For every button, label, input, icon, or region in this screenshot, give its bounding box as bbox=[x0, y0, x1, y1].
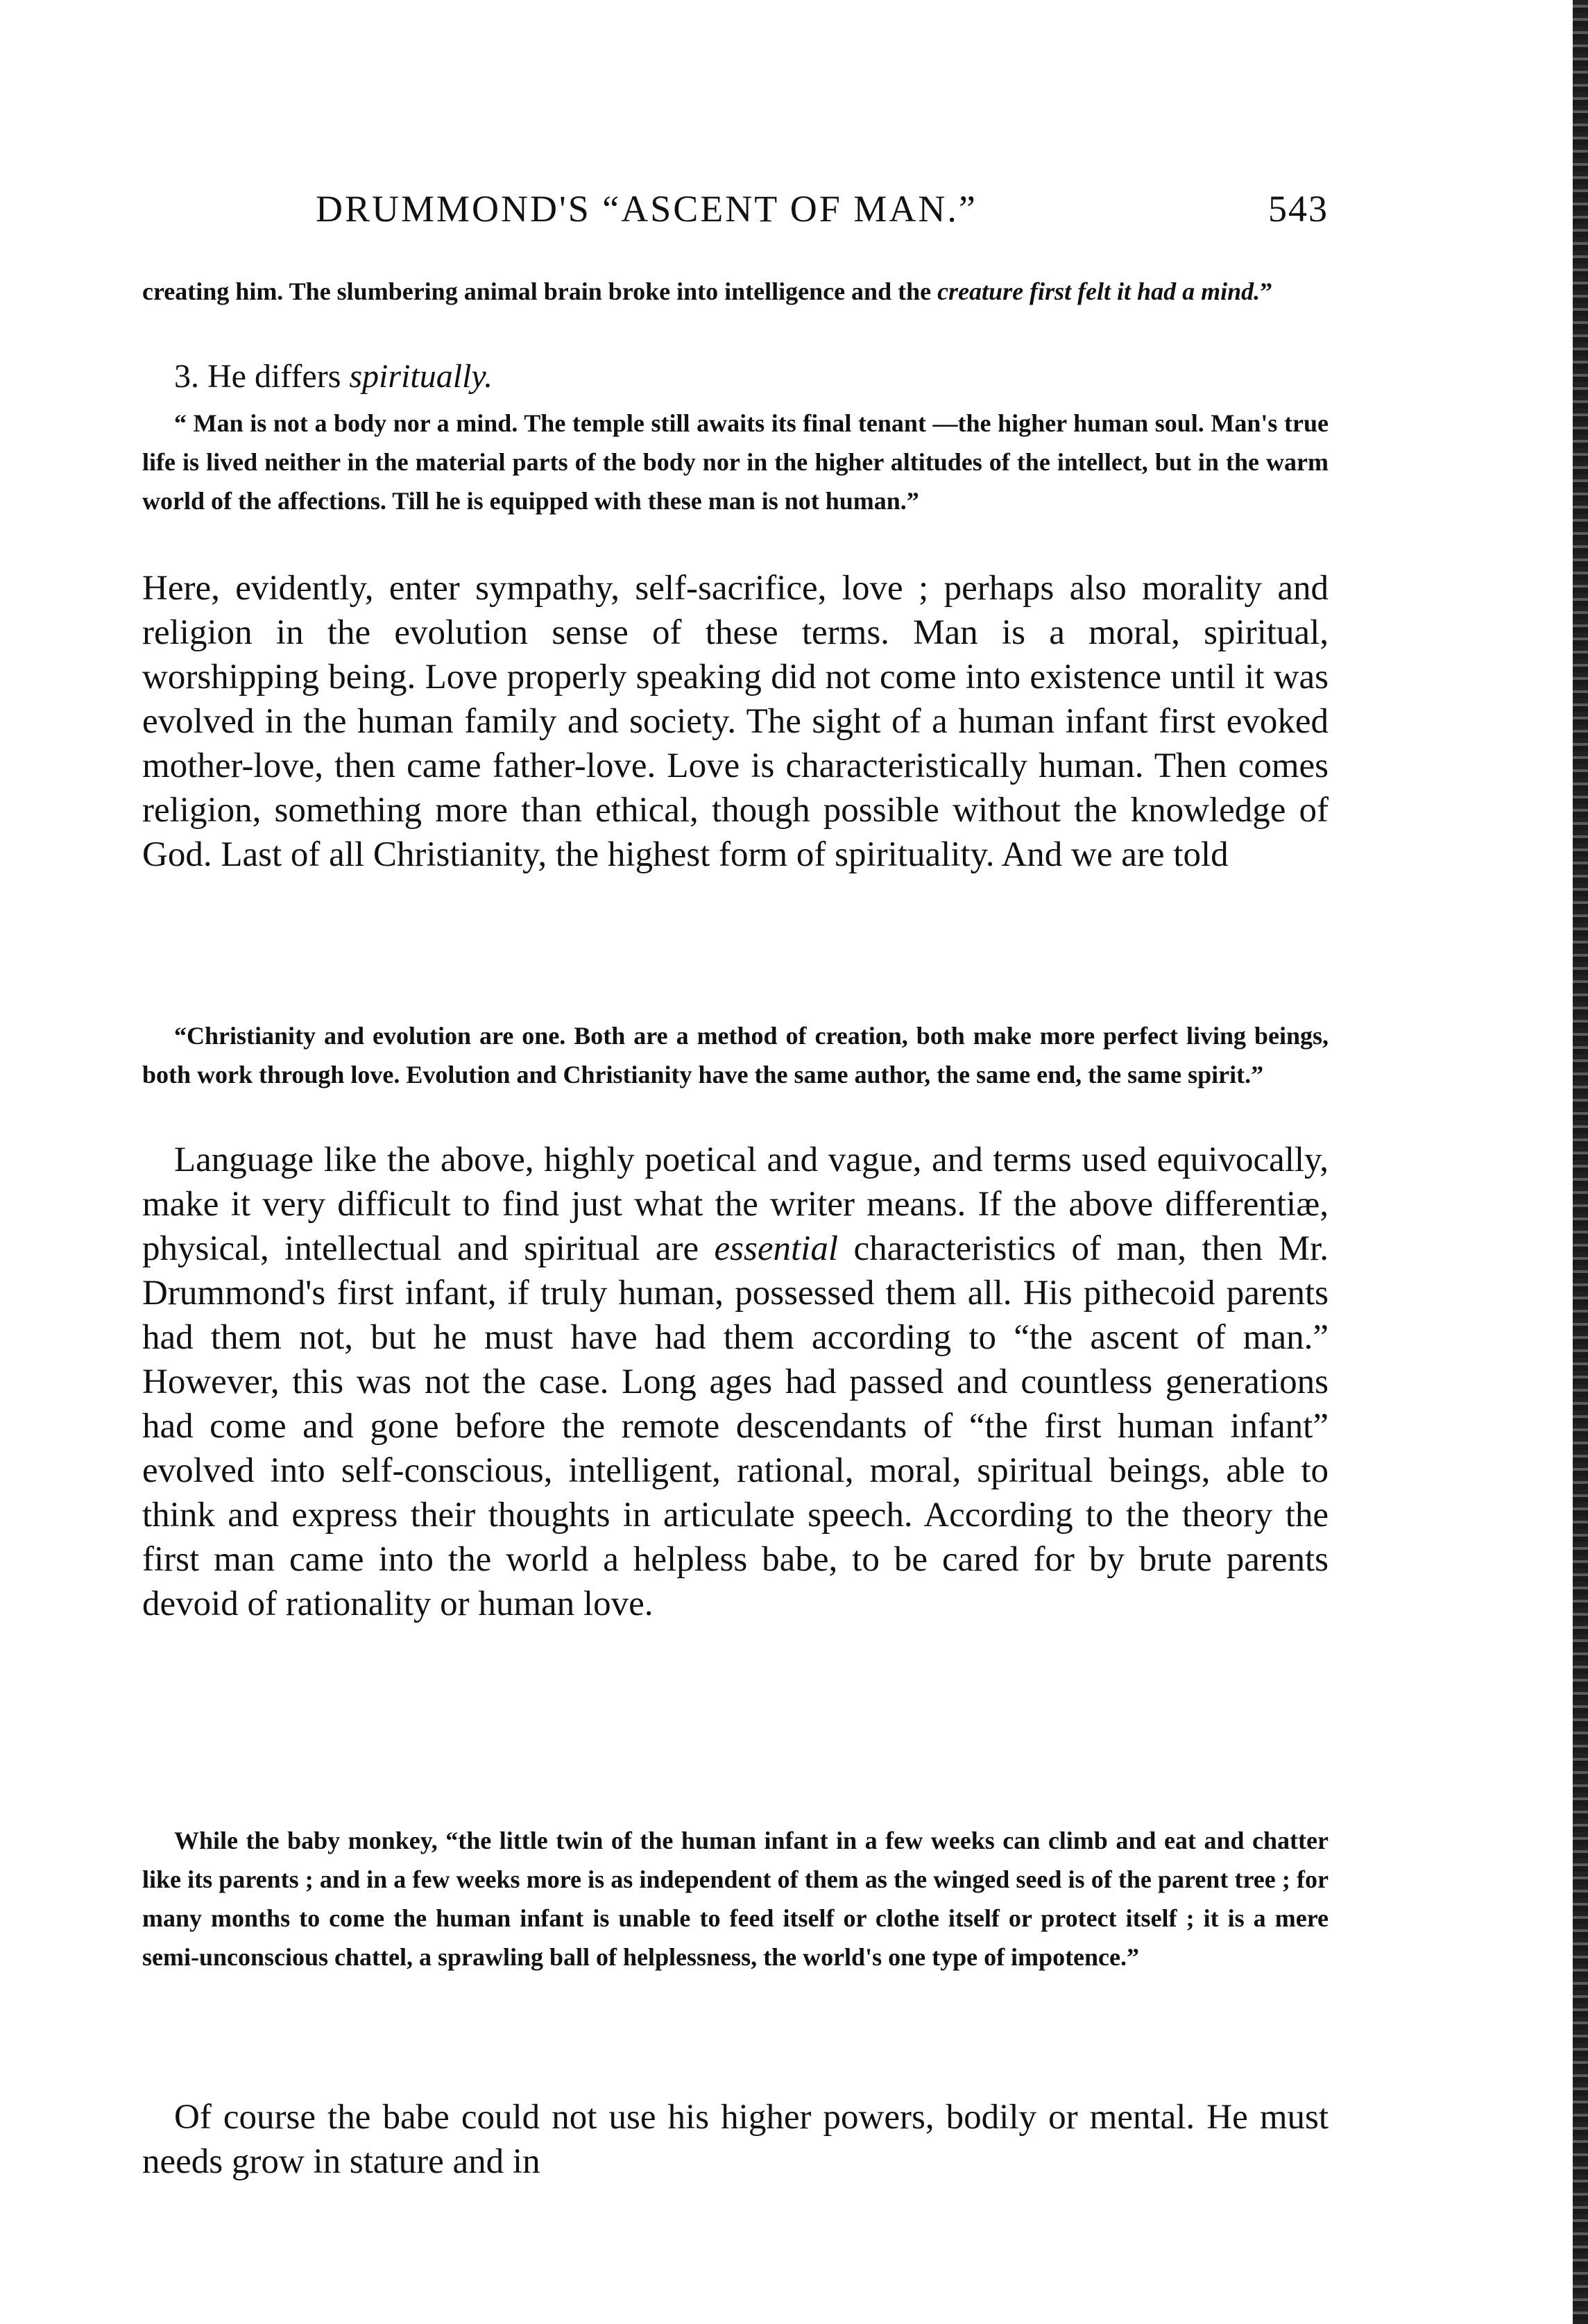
quote-1-roman: creating him. The slumbering animal brain broke into intelligence and the bbox=[142, 277, 932, 305]
paragraph-3 bbox=[142, 2095, 1329, 2184]
section-heading-text bbox=[142, 354, 1329, 400]
quote-block-3 bbox=[142, 1016, 1329, 1094]
paragraph-1-text: Here, evidently, enter sympathy, self-sacrifice, love ; perhaps also morality and religion in the evolution sense of these terms. Man is a moral, spiritual, worshipping being. Love properly speaking did not come into existence until it was evolved in the human family and society. The sight of a human infant first evoked mother-love, then came father-love. Love is characteristically human. Then comes religion, something more than ethical, though possible without the knowledge of God. Last of all Christianity, the highest form of spirituality. And we are told bbox=[142, 569, 1329, 874]
paragraph-2-before-italic: Language like the above, highly poetical and vague, and terms used equivocally, make it very difficult to find just what the writer means. If the above differentiæ, physical, intellectual and spiritual are bbox=[142, 1140, 1329, 1268]
quote-block-1 bbox=[142, 272, 1329, 311]
quote-3-text: “Christianity and evolution are one. Both are a method of creation, both make more perfect living beings, both work through love. Evolution and Christianity have the same author, the same end, the same spirit.” bbox=[142, 1022, 1329, 1088]
page-number: 543 bbox=[1268, 188, 1329, 230]
section-heading-italic: spiritually. bbox=[349, 358, 493, 395]
quote-1-italic: creature first felt it had a mind. bbox=[937, 277, 1261, 305]
paragraph-2 bbox=[142, 1138, 1329, 1626]
quote-1-text bbox=[142, 272, 1329, 311]
quote-1-closing: ” bbox=[1260, 277, 1273, 305]
quote-4-text: While the baby monkey, “the little twin of the human infant in a few weeks can climb and eat and chatter like its parents ; and in a few weeks more is as independent of them as the winged seed is of the parent tree ; for many months to come the human infant is unable to feed itself or clothe itself or protect itself ; it is a mere semi-unconscious chattel, a sprawling ball of helplessness, the world's one type of impotence.” bbox=[142, 1827, 1329, 1971]
running-head bbox=[142, 187, 1329, 236]
running-title: DRUMMOND'S “ASCENT OF MAN.” bbox=[316, 188, 977, 230]
quote-block-2 bbox=[142, 404, 1329, 520]
paragraph-2-text bbox=[142, 1138, 1329, 1626]
section-heading-number: 3. He differs bbox=[174, 358, 350, 395]
paragraph-2-after-italic: characteristics of man, then Mr. Drummond's first infant, if truly human, possessed them all. His pithecoid parents had them not, but he must have had them according to “the ascent of man.” However, this was not the case. Long ages had passed and countless generations had come and gone before the remote descendants of “the first human infant” evolved into self-conscious, intelligent, rational, moral, spiritual beings, able to think and express their thoughts in articulate speech. According to the theory the first man came into the world a helpless babe, to be cared for by brute parents devoid of rationality or human love. bbox=[142, 1229, 1329, 1623]
quote-block-4 bbox=[142, 1821, 1329, 1976]
page-edge-binding bbox=[1573, 0, 1588, 2324]
paragraph-3-text: Of course the babe could not use his higher powers, bodily or mental. He must needs grow in stature and in bbox=[142, 2098, 1329, 2181]
paragraph-1 bbox=[142, 566, 1329, 877]
section-heading bbox=[142, 354, 1329, 400]
quote-2-text: “ Man is not a body nor a mind. The temple still awaits its final tenant —the higher human soul. Man's true life is lived neither in the material parts of the body nor in the higher altitudes of the intellect, but in the warm world of the affections. Till he is equipped with these man is not human.” bbox=[142, 409, 1329, 515]
paragraph-2-italic: essential bbox=[714, 1229, 839, 1268]
